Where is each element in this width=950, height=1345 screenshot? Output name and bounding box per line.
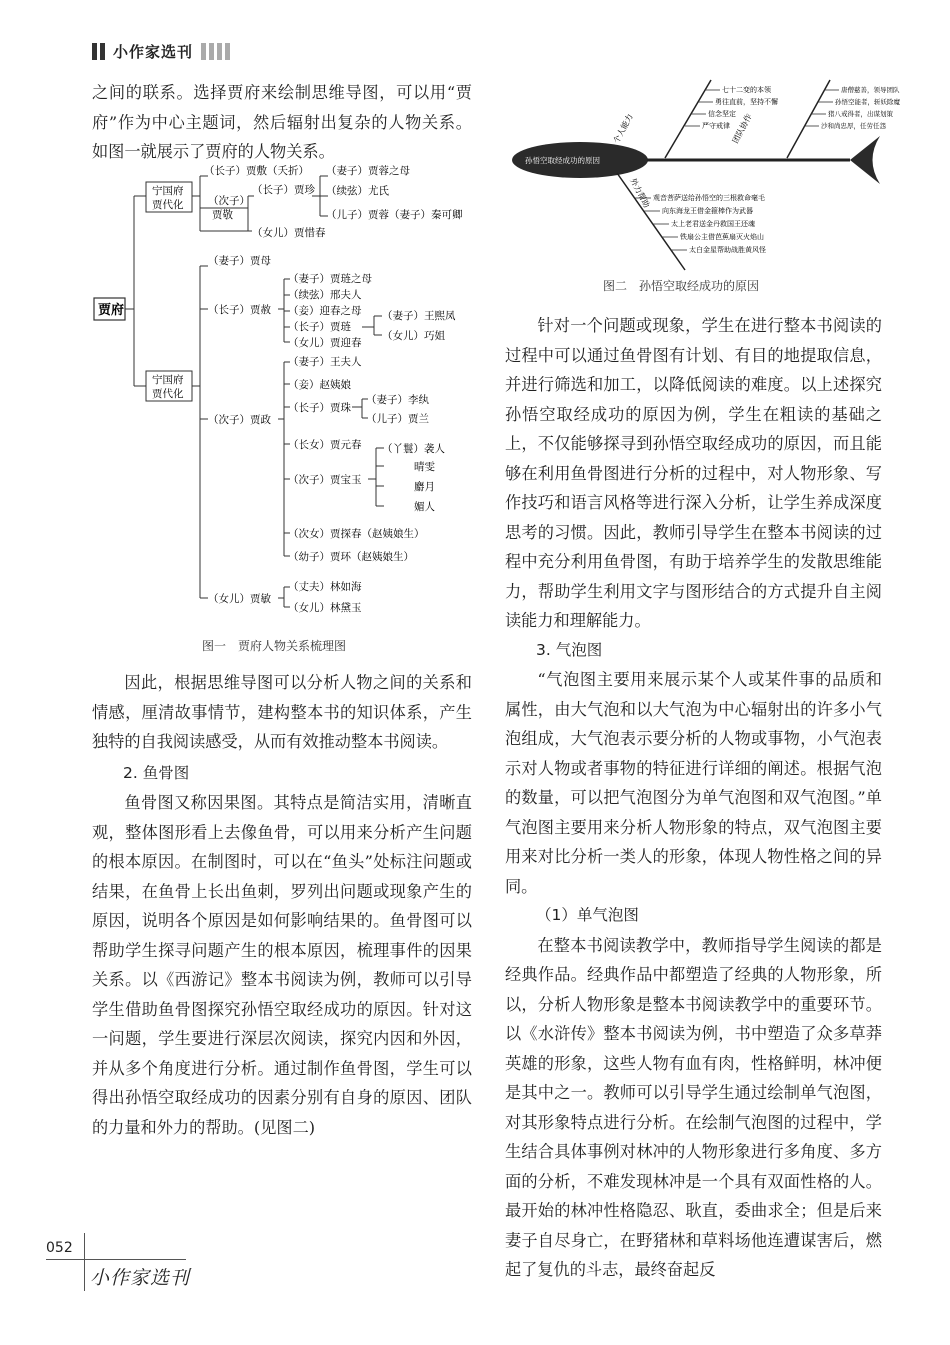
- bone-external-label: 外力帮助: [628, 176, 652, 210]
- subsection-heading-single-bubble: （1）单气泡图: [536, 906, 639, 924]
- header-title: 小作家选刊: [113, 42, 194, 61]
- personal-1: 勇往直前，坚持不懈: [715, 98, 778, 106]
- right-paragraph-1: 针对一个问题或现象，学生在进行整本书阅读的过程中可以通过鱼骨图有计划、有目的地提取信息，并进行筛选和加工，以降低阅读的难度。以上述探究孙悟空取经成功的原因为例，学生在粗读的基础之上，不仅能够探寻到孙悟空取经成功的原因，而且能够在利用鱼骨图进行分析的过程中，对人物形象、写作技巧和语言风格等进行深入分析，让学生养成深度思考的习惯。因此，教师引导学生在整本书阅读的过程中充分利用鱼骨图，有助于培养学生的发散思维能力，帮助学生利用文字与图形结合的方式提升自主阅读能力和理解能力。: [505, 316, 882, 630]
- node-min-husband: （丈夫）林如海: [288, 581, 362, 593]
- node-zhen-second: （续弦）尤氏: [326, 185, 389, 197]
- node-zhu-wife: （妻子）李纨: [366, 394, 429, 406]
- external-0: 观音菩萨送给孙悟空的三根救命毫毛: [653, 194, 765, 202]
- external-3: 铁扇公主借芭蕉扇灭火焰山: [680, 233, 764, 241]
- node-jiazhen: （长子）贾珍: [252, 184, 315, 196]
- figure1-mindmap: [92, 166, 472, 626]
- right-column: [505, 311, 882, 1285]
- node-jiarong: （儿子）贾蓉（妻子）秦可卿: [326, 209, 463, 221]
- node-she-1: （续弦）邢夫人: [288, 289, 362, 301]
- node-jiamin: （女儿）贾敏: [208, 593, 271, 605]
- right-paragraph-3: 在整本书阅读教学中，教师指导学生阅读的都是经典作品。经典作品中都塑造了经典的人物形象，所以，分析人物形象是整本书阅读教学中的重要环节。以《水浒传》整本书阅读为例，书中塑造了众多草莽英雄的形象，这些人物有血有肉，性格鲜明，林冲便是其中之一。教师可以引导学生通过绘制单气泡图，对其形象特点进行分析。在绘制气泡图的过程中，学生结合具体事例对林冲的人物形象进行多角度、多方面的分析，不难发现林冲是一个具有双面性格的人。最开始的林冲性格隐忍、耿直，委曲求全；但是后来妻子自尽身亡，在野猪林和草料场他连遭谋害后，燃起了复仇的斗志，最终奋起反: [505, 935, 882, 1279]
- node-jiafu: （长子）贾敷（夭折）: [204, 165, 309, 177]
- svg-text:宁国府: 宁国府: [152, 374, 184, 386]
- svg-text:宁国府: 宁国府: [152, 185, 184, 197]
- node-she-2: （妾）迎春之母: [288, 305, 362, 317]
- bone-team-label: 团队协作: [730, 112, 754, 145]
- external-2: 太上老君送金丹救国王还魂: [671, 220, 755, 228]
- left-paragraph-1: 之间的联系。选择贾府来绘制思维导图，可以用“贾府”作为中心主题词，然后辐射出复杂的人物关系。如图一就展示了贾府的人物关系。: [92, 83, 472, 161]
- team-1: 孙悟空能者，斩妖除魔: [835, 98, 900, 106]
- team-2: 猪八戒得者，出谋划策: [828, 110, 893, 118]
- node-maid-3: 媚人: [414, 501, 435, 513]
- node-zheng-0: （妻子）王夫人: [288, 356, 362, 368]
- node-jiazheng: （次子）贾政: [208, 414, 271, 426]
- node-xichun: （女儿）贾惜春: [252, 227, 326, 239]
- node-zhen-wife: （妻子）贾蓉之母: [326, 165, 410, 177]
- left-column-top: [92, 78, 472, 167]
- fish-head-label: 孙悟空取经成功的原因: [525, 156, 600, 165]
- node-lian-daughter: （女儿）巧姐: [382, 330, 445, 342]
- node-zheng-3: （长女）贾元春: [288, 439, 362, 451]
- header-bars-icon: [92, 43, 105, 60]
- node-she-4: （女儿）贾迎春: [288, 337, 362, 349]
- svg-text:贾代化: 贾代化: [152, 388, 184, 400]
- node-zhu-son: （儿子）贾兰: [366, 413, 429, 425]
- footer-divider-horizontal: [46, 1259, 186, 1260]
- node-zheng-1: （妾）赵姨娘: [288, 379, 351, 391]
- section-heading-bubble: 3. 气泡图: [536, 640, 603, 659]
- node-maid-1: 晴雯: [414, 461, 435, 473]
- external-4: 太白金星帮助战胜黄风怪: [689, 246, 766, 254]
- svg-text:贾代化: 贾代化: [152, 199, 184, 211]
- node-jiajing: （次子）: [208, 195, 250, 207]
- node-zheng-6: （幼子）贾环（赵姨娘生）: [288, 551, 414, 563]
- page-number: 052: [46, 1240, 73, 1256]
- node-maid-2: 麝月: [414, 481, 435, 493]
- left-paragraph-3: 鱼骨图又称因果图。其特点是简洁实用，清晰直观，整体图形看上去像鱼骨，可以用来分析产生问题的根本原因。在制图时，可以在“鱼头”处标注问题或结果，在鱼骨上长出鱼刺，罗列出问题或现象产生的原因，说明各个原因是如何影响结果的。鱼骨图可以帮助学生探寻问题产生的根本原因，梳理事件的因果关系。以《西游记》整本书阅读为例，教师可以引导学生借助鱼骨图探究孙悟空取经成功的原因。针对这一问题，学生要进行深层次阅读，探究内因和外因，并从多个角度进行分析。通过制作鱼骨图，学生可以得出孙悟空取经成功的因素分别有自身的原因、团队的力量和外力的帮助。(见图二): [92, 793, 472, 1137]
- figure1-caption: 图一 贾府人物关系梳理图: [202, 639, 347, 653]
- team-3: 沙和尚忠厚，任劳任怨: [821, 122, 886, 130]
- node-she-3: （长子）贾琏: [288, 321, 351, 333]
- figure2-fishbone: [505, 78, 900, 270]
- section-heading-fishbone: 2. 鱼骨图: [123, 763, 190, 782]
- node-lian-wife: （妻子）王熙凤: [382, 310, 456, 322]
- node-jiamu: （妻子）贾母: [208, 255, 271, 267]
- personal-0: 七十二变的本领: [722, 86, 771, 94]
- node-jiashe: （长子）贾赦: [208, 304, 271, 316]
- header-bars-light-icon: [201, 43, 230, 60]
- node-zheng-2: （长子）贾珠: [288, 402, 351, 414]
- node-min-daughter: （女儿）林黛玉: [288, 602, 362, 614]
- personal-2: 信念坚定: [708, 110, 736, 118]
- team-0: 唐僧慈善，领导团队: [841, 86, 900, 94]
- figure2-caption: 图二 孙悟空取经成功的原因: [603, 279, 760, 293]
- running-header: [92, 40, 230, 62]
- node-maid-0: （丫鬟）袭人: [382, 443, 445, 455]
- right-paragraph-2: “气泡图主要用来展示某个人或某件事的品质和属性，由大气泡和以大气泡为中心辐射出的许多小气泡组成，大气泡表示要分析的人物或事物，小气泡表示对人物或者事物的特征进行详细的阐述。根据气泡的数量，可以把气泡图分为单气泡图和双气泡图。”单气泡图主要用来分析人物形象的特点，双气泡图主要用来对比分析一类人的形象，体现人物性格之间的异同。: [505, 670, 882, 896]
- node-zheng-5: （次女）贾探春（赵姨娘生）: [288, 528, 425, 540]
- left-paragraph-2: 因此，根据思维导图可以分析人物之间的关系和情感，厘清故事情节，建构整本书的知识体系，产生独特的自我阅读感受，从而有效推动整本书阅读。: [92, 673, 472, 751]
- left-column-bottom: [92, 668, 472, 1142]
- external-1: 向东海龙王借金箍棒作为武器: [662, 207, 753, 215]
- mindmap-root: 贾府: [98, 303, 125, 318]
- bone-personal-label: 个人能力: [611, 112, 635, 145]
- node-zheng-4: （次子）贾宝玉: [288, 474, 362, 486]
- personal-3: 严守戒律: [702, 122, 730, 130]
- svg-text:贾敬: 贾敬: [212, 209, 233, 221]
- footer-brand: 小作家选刊: [90, 1267, 191, 1289]
- footer-divider-vertical: [84, 1233, 85, 1291]
- node-she-0: （妻子）贾琏之母: [288, 273, 372, 285]
